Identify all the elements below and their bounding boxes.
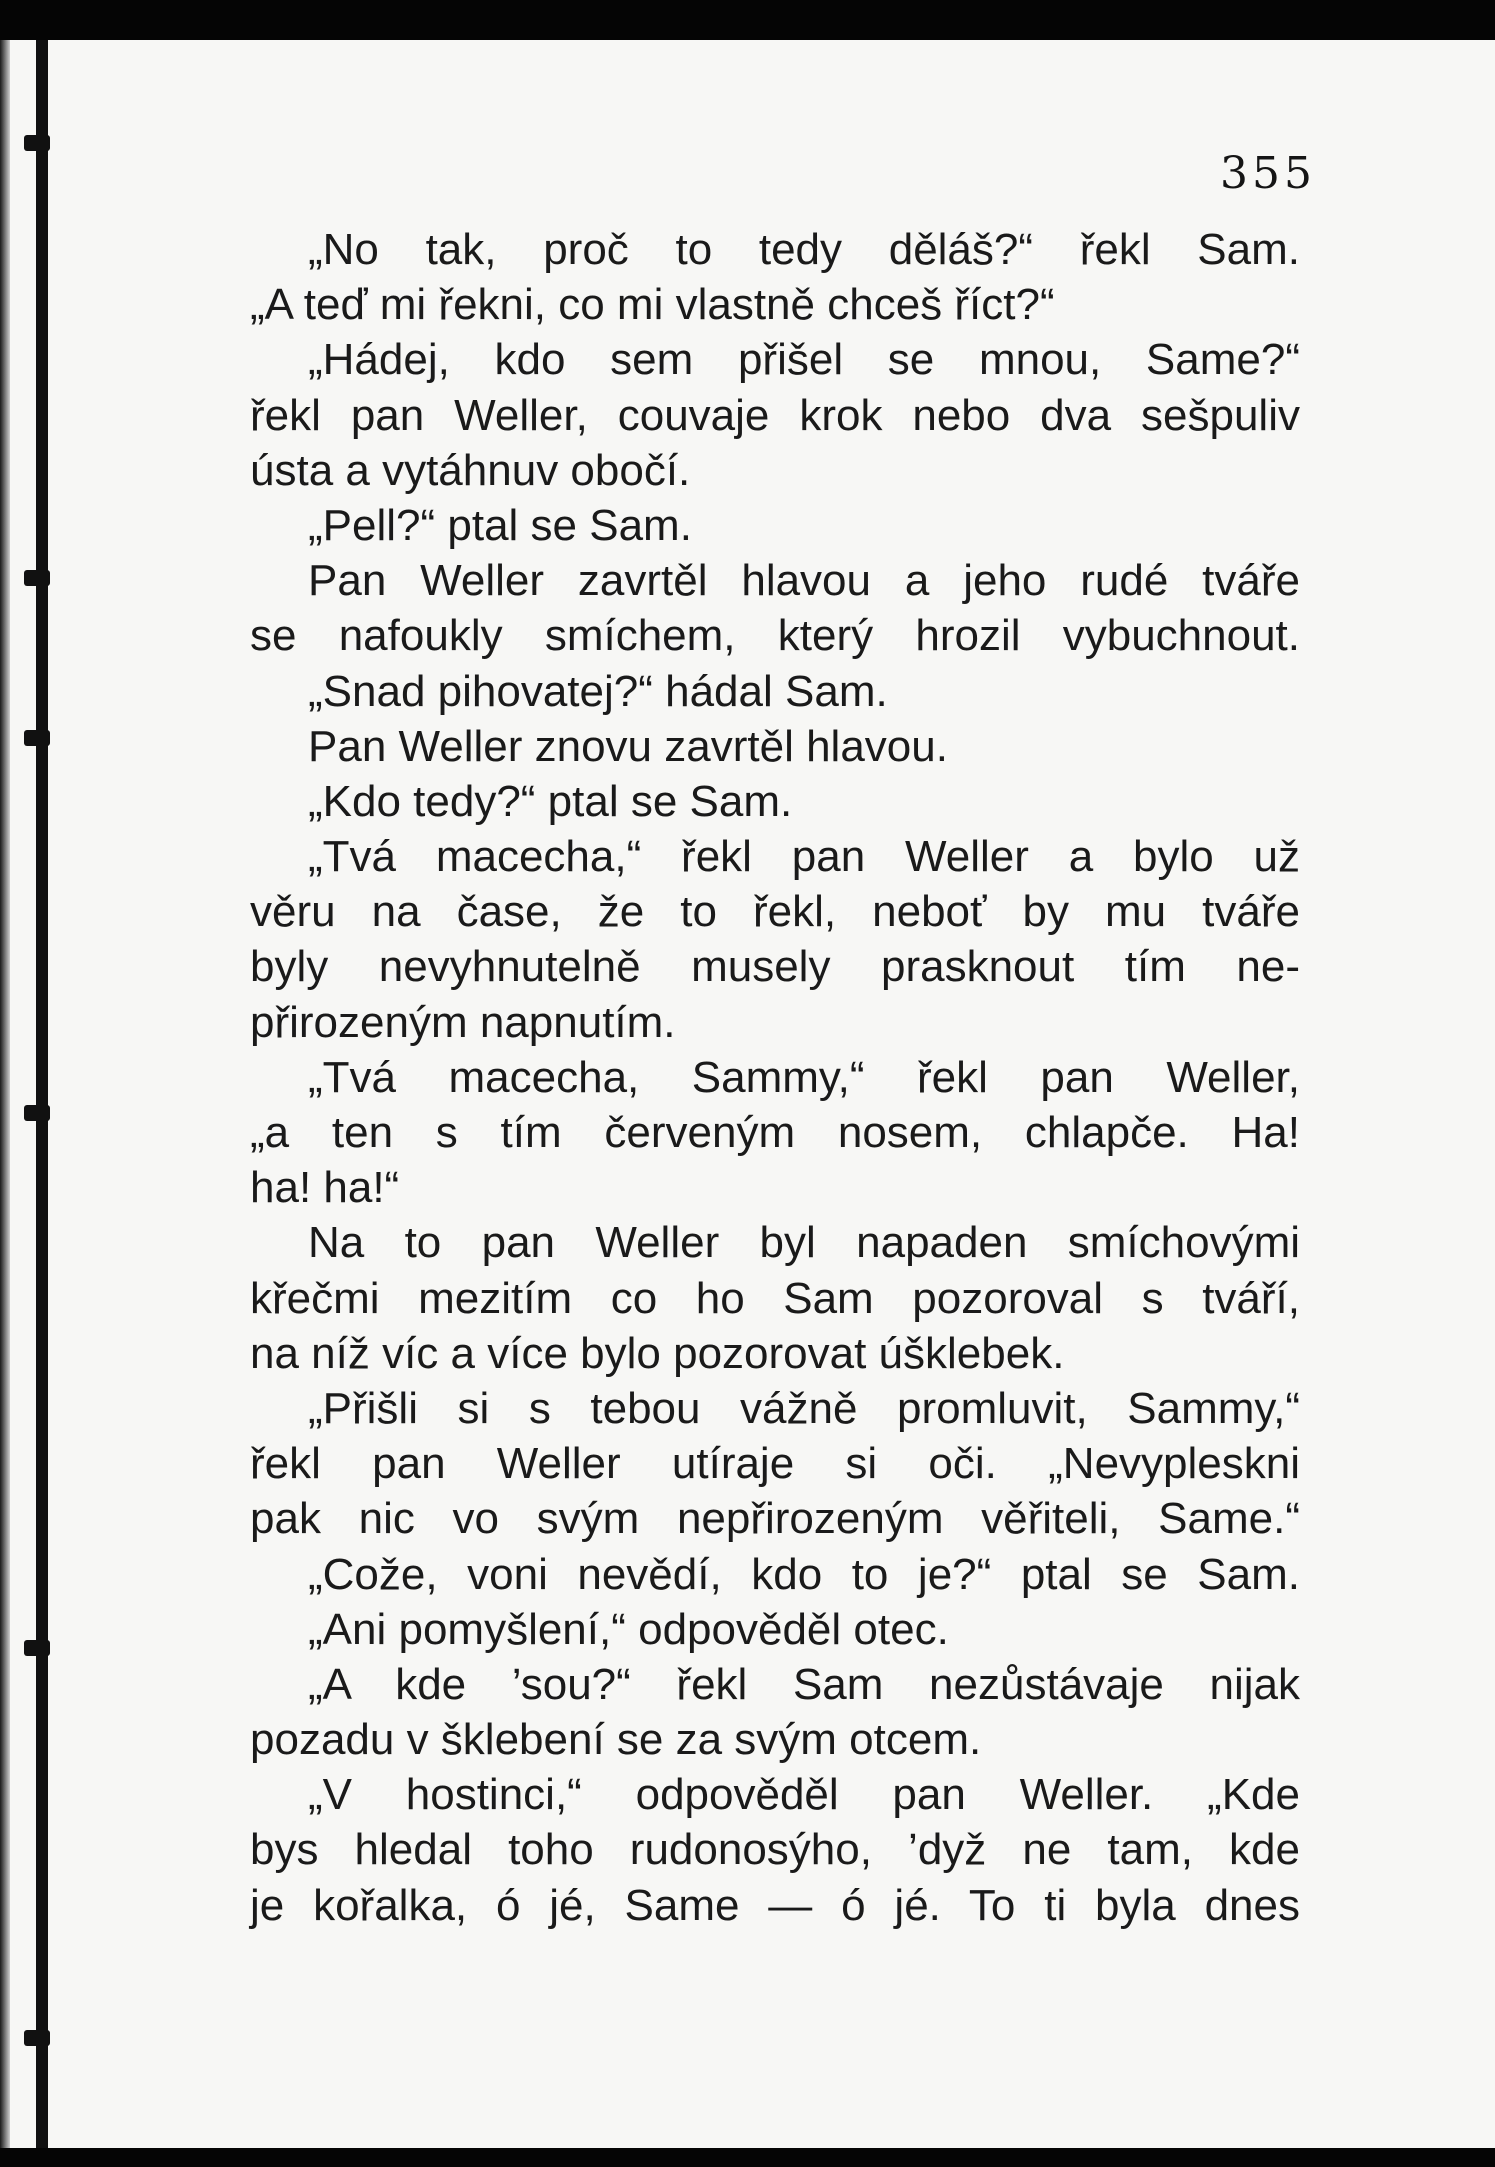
text-line: „Tvá macecha, Sammy,“ řekl pan Weller, — [308, 1052, 1300, 1102]
text-line: řekl pan Weller utíraje si oči. „Nevypleskni — [250, 1439, 1300, 1489]
text-line: byly nevyhnutelně musely prasknout tím ne- — [250, 942, 1300, 992]
page-number: 355 — [1220, 148, 1316, 199]
spine-mark — [24, 1105, 50, 1121]
text-line: ha! ha!“ — [250, 1163, 400, 1213]
text-line: pozadu v šklebení se za svým otcem. — [250, 1715, 982, 1765]
text-line: „a ten s tím červeným nosem, chlapče. Ha! — [250, 1108, 1300, 1157]
text-line: „Přišli si s tebou vážně promluvit, Sammy,“ — [308, 1383, 1300, 1433]
text-line: řekl pan Weller, couvaje krok nebo dva sešpuliv — [250, 390, 1300, 440]
text-line: Pan Weller znovu zavrtěl hlavou. — [308, 721, 948, 771]
text-line: „Kdo tedy?“ ptal se Sam. — [308, 776, 793, 826]
text-line: křečmi mezitím co ho Sam pozoroval s tváří, — [250, 1273, 1300, 1323]
text-line: Pan Weller zavrtěl hlavou a jeho rudé tváře — [308, 556, 1300, 606]
text-line: „Ani pomyšlení,“ odpověděl otec. — [308, 1604, 949, 1654]
scan-top-edge — [0, 0, 1495, 40]
text-line: „V hostinci,“ odpověděl pan Weller. „Kde — [308, 1770, 1300, 1820]
text-line: pak nic vo svým nepřirozeným věřiteli, Same.“ — [250, 1494, 1300, 1544]
text-line: „Hádej, kdo sem přišel se mnou, Same?“ — [308, 335, 1300, 385]
text-line: se nafoukly smíchem, který hrozil vybuchnout. — [250, 611, 1300, 661]
text-line: „Tvá macecha,“ řekl pan Weller a bylo už — [308, 832, 1300, 882]
spine-mark — [24, 2030, 50, 2046]
text-line: bys hledal toho rudonosýho, ’dyž ne tam, kde — [250, 1825, 1300, 1875]
text-line: je kořalka, ó jé, Same — ó jé. To ti byla dnes — [250, 1880, 1300, 1930]
text-line: věru na čase, že to řekl, neboť by mu tváře — [250, 887, 1300, 937]
text-line: přirozeným napnutím. — [250, 997, 676, 1047]
text-line: „No tak, proč to tedy děláš?“ řekl Sam. — [308, 225, 1300, 274]
scan-bottom-edge — [0, 2148, 1495, 2167]
text-line: „Cože, voni nevědí, kdo to je?“ ptal se Sam. — [308, 1549, 1300, 1599]
text-line: „Snad pihovatej?“ hádal Sam. — [308, 666, 888, 716]
book-spine — [36, 40, 48, 2150]
scan-left-edge — [0, 40, 10, 2150]
text-line: na níž víc a více bylo pozorovat úšklebek. — [250, 1328, 1065, 1378]
spine-mark — [24, 570, 50, 586]
text-line: Na to pan Weller byl napaden smíchovými — [308, 1218, 1300, 1268]
spine-mark — [24, 1640, 50, 1656]
text-line: „A teď mi řekni, co mi vlastně chceš říct?“ — [250, 280, 1055, 330]
text-line: „A kde ’sou?“ řekl Sam nezůstávaje nijak — [308, 1659, 1300, 1709]
text-line: „Pell?“ ptal se Sam. — [308, 500, 692, 550]
text-line: ústa a vytáhnuv obočí. — [250, 445, 691, 495]
spine-mark — [24, 730, 50, 746]
body-text — [250, 222, 1300, 1933]
spine-mark — [24, 135, 50, 151]
